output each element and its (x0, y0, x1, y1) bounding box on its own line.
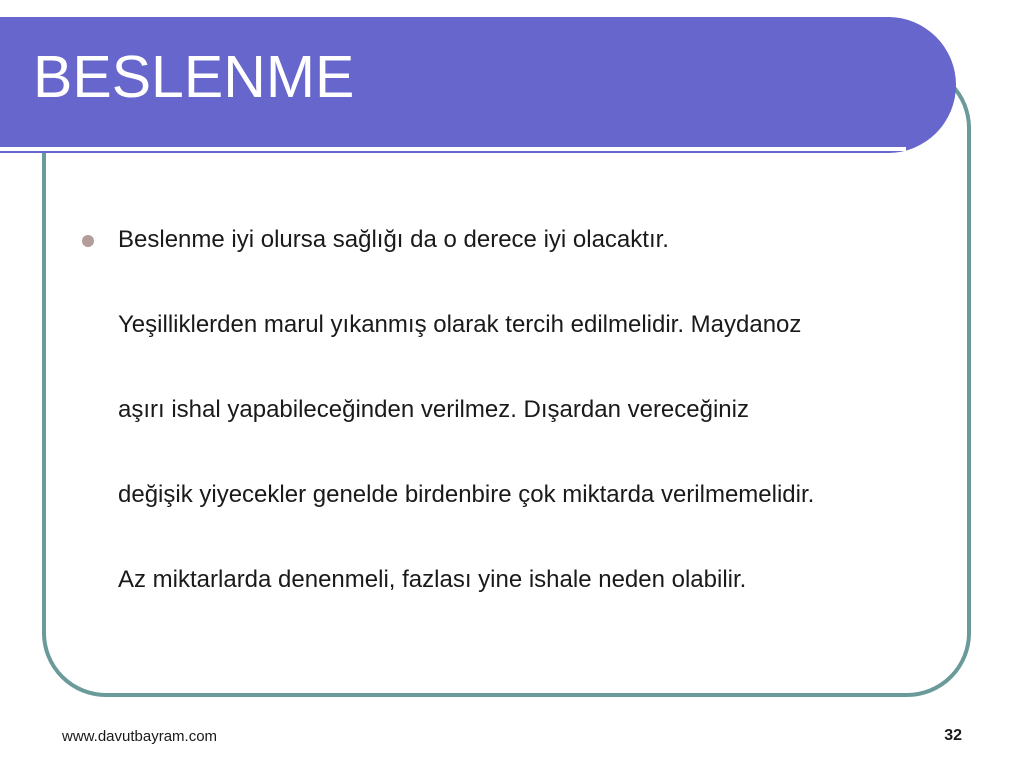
footer-url: www.davutbayram.com (62, 728, 218, 745)
bullet-line: aşırı ishal yapabileceğinden verilmez. Dışardan vereceğiniz (118, 396, 749, 423)
bullet-text (118, 224, 968, 649)
bullet-line: Yeşilliklerden marul yıkanmış olarak tercih edilmelidir. Maydanoz (118, 311, 802, 338)
bullet-line: Beslenme iyi olursa sağlığı da o derece iyi olacaktır. (118, 226, 669, 253)
page-number: 32 (944, 727, 962, 744)
bullet-line: değişik yiyecekler genelde birdenbire çok miktarda verilmemelidir. (118, 481, 815, 508)
slide-title: BESLENME (33, 44, 355, 110)
bullet-line: Az miktarlarda denenmeli, fazlası yine ishale neden olabilir. (118, 566, 747, 593)
title-underline (0, 147, 906, 151)
bullet-dot-icon (82, 235, 94, 247)
